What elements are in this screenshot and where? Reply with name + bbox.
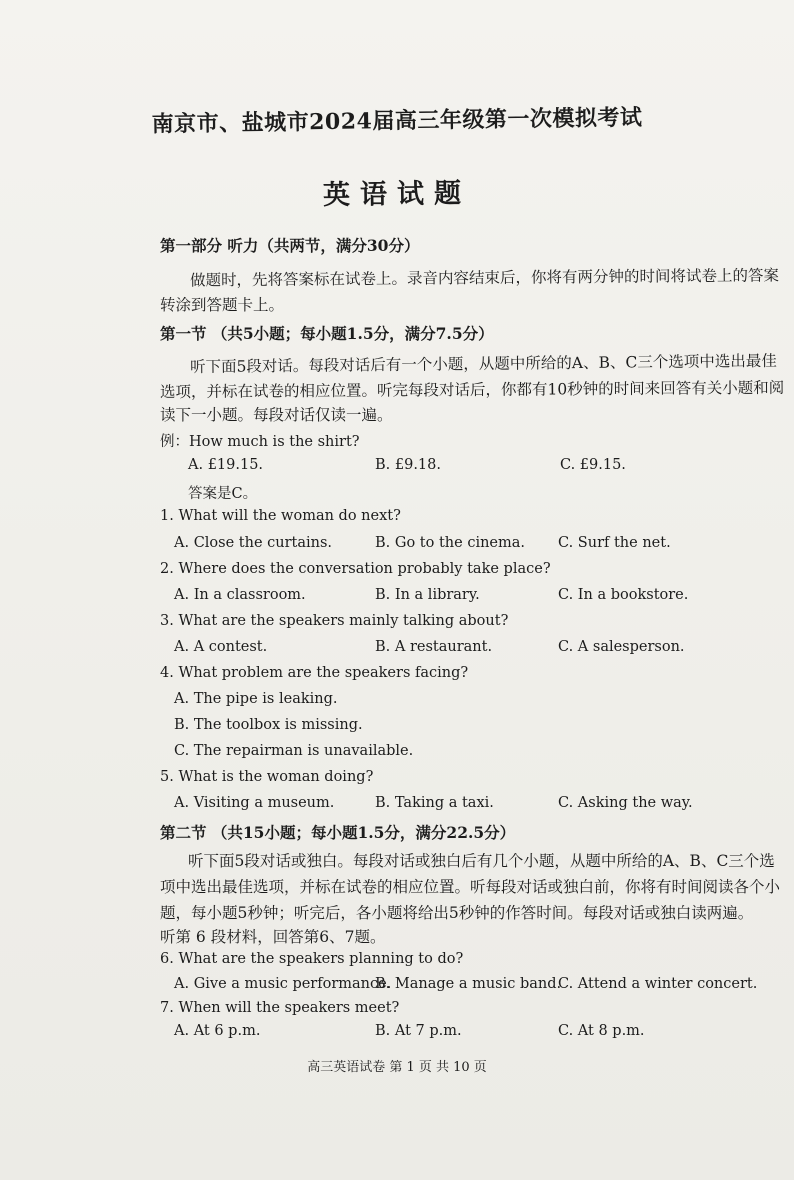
section2-heading: 第二节 （共15小题；每小题1.5分，满分22.5分） (160, 823, 516, 842)
q3-option-b: B. A restaurant. (375, 639, 493, 655)
example-option-a: A. £19.15. (188, 457, 264, 473)
section2-instruction-4: 听第 6 段材料，回答第6、7题。 (160, 928, 386, 946)
question-7: 7. When will the speakers meet? (160, 1000, 400, 1016)
q6-option-c: C. Attend a winter concert. (558, 976, 758, 992)
section1-instruction-2: 选项，并标在试卷的相应位置。听完每段对话后，你都有10秒钟的时间来回答有关小题和阅 (159, 378, 785, 402)
page-footer: 高三英语试卷 第 1 页 共 10 页 (307, 1060, 487, 1075)
instruction-line-2: 转涂到答题卡上。 (160, 296, 285, 314)
question-4: 4. What problem are the speakers facing? (160, 665, 469, 681)
q4-option-b: B. The toolbox is missing. (174, 717, 363, 733)
q1-option-b: B. Go to the cinema. (375, 535, 525, 551)
exam-subtitle: 英语试题 (322, 177, 472, 212)
q4-option-c: C. The repairman is unavailable. (174, 743, 414, 759)
instruction-line-1: 做题时，先将答案标在试卷上。录音内容结束后，你将有两分钟的时间将试卷上的答案 (189, 266, 780, 290)
q5-option-a: A. Visiting a museum. (174, 795, 335, 811)
question-3: 3. What are the speakers mainly talking about? (160, 613, 509, 629)
question-5: 5. What is the woman doing? (160, 769, 374, 785)
section1-heading: 第一节 （共5小题；每小题1.5分，满分7.5分） (160, 324, 494, 343)
question-6: 6. What are the speakers planning to do? (160, 951, 464, 967)
section2-instruction-3: 题，每小题5秒钟；听完后，各小题将给出5秒钟的作答时间。每段对话或独白读两遍。 (160, 904, 754, 922)
q3-option-c: C. A salesperson. (558, 639, 685, 655)
q7-option-c: C. At 8 p.m. (558, 1023, 645, 1039)
section1-instruction-3: 读下一小题。每段对话仅读一遍。 (160, 406, 393, 424)
question-2: 2. Where does the conversation probably take place? (160, 561, 551, 577)
q7-option-a: A. At 6 p.m. (174, 1023, 261, 1039)
q2-option-c: C. In a bookstore. (558, 587, 689, 603)
q4-option-a: A. The pipe is leaking. (174, 691, 338, 707)
q1-option-c: C. Surf the net. (558, 535, 671, 551)
section1-instruction-1: 听下面5段对话。每段对话后有一个小题，从题中所给的A、B、C三个选项中选出最佳 (189, 351, 777, 377)
question-1: 1. What will the woman do next? (160, 508, 401, 524)
q3-option-a: A. A contest. (174, 639, 268, 655)
section2-instruction-2: 项中选出最佳选项，并标在试卷的相应位置。听每段对话或独白前，你将有时间阅读各个小 (160, 878, 781, 896)
section2-instruction-1: 听下面5段对话或独白。每段对话或独白后有几个小题，从题中所给的A、B、C三个选 (188, 852, 775, 870)
example-option-b: B. £9.18. (375, 457, 441, 473)
q1-option-a: A. Close the curtains. (174, 535, 333, 551)
q2-option-b: B. In a library. (375, 587, 480, 603)
q5-option-c: C. Asking the way. (558, 795, 693, 811)
part-heading: 第一部分 听力（共两节，满分30分） (160, 236, 420, 255)
example-option-c: C. £9.15. (560, 457, 626, 473)
example-answer: 答案是C。 (188, 486, 258, 502)
exam-title: 南京市、盐城市2024届高三年级第一次模拟考试 (151, 104, 643, 138)
example-question: 例：How much is the shirt? (160, 434, 360, 450)
q2-option-a: A. In a classroom. (174, 587, 306, 603)
q6-option-b: B. Manage a music band. (375, 976, 562, 992)
q7-option-b: B. At 7 p.m. (375, 1023, 462, 1039)
q6-option-a: A. Give a music performance. (174, 976, 392, 992)
q5-option-b: B. Taking a taxi. (375, 795, 494, 811)
